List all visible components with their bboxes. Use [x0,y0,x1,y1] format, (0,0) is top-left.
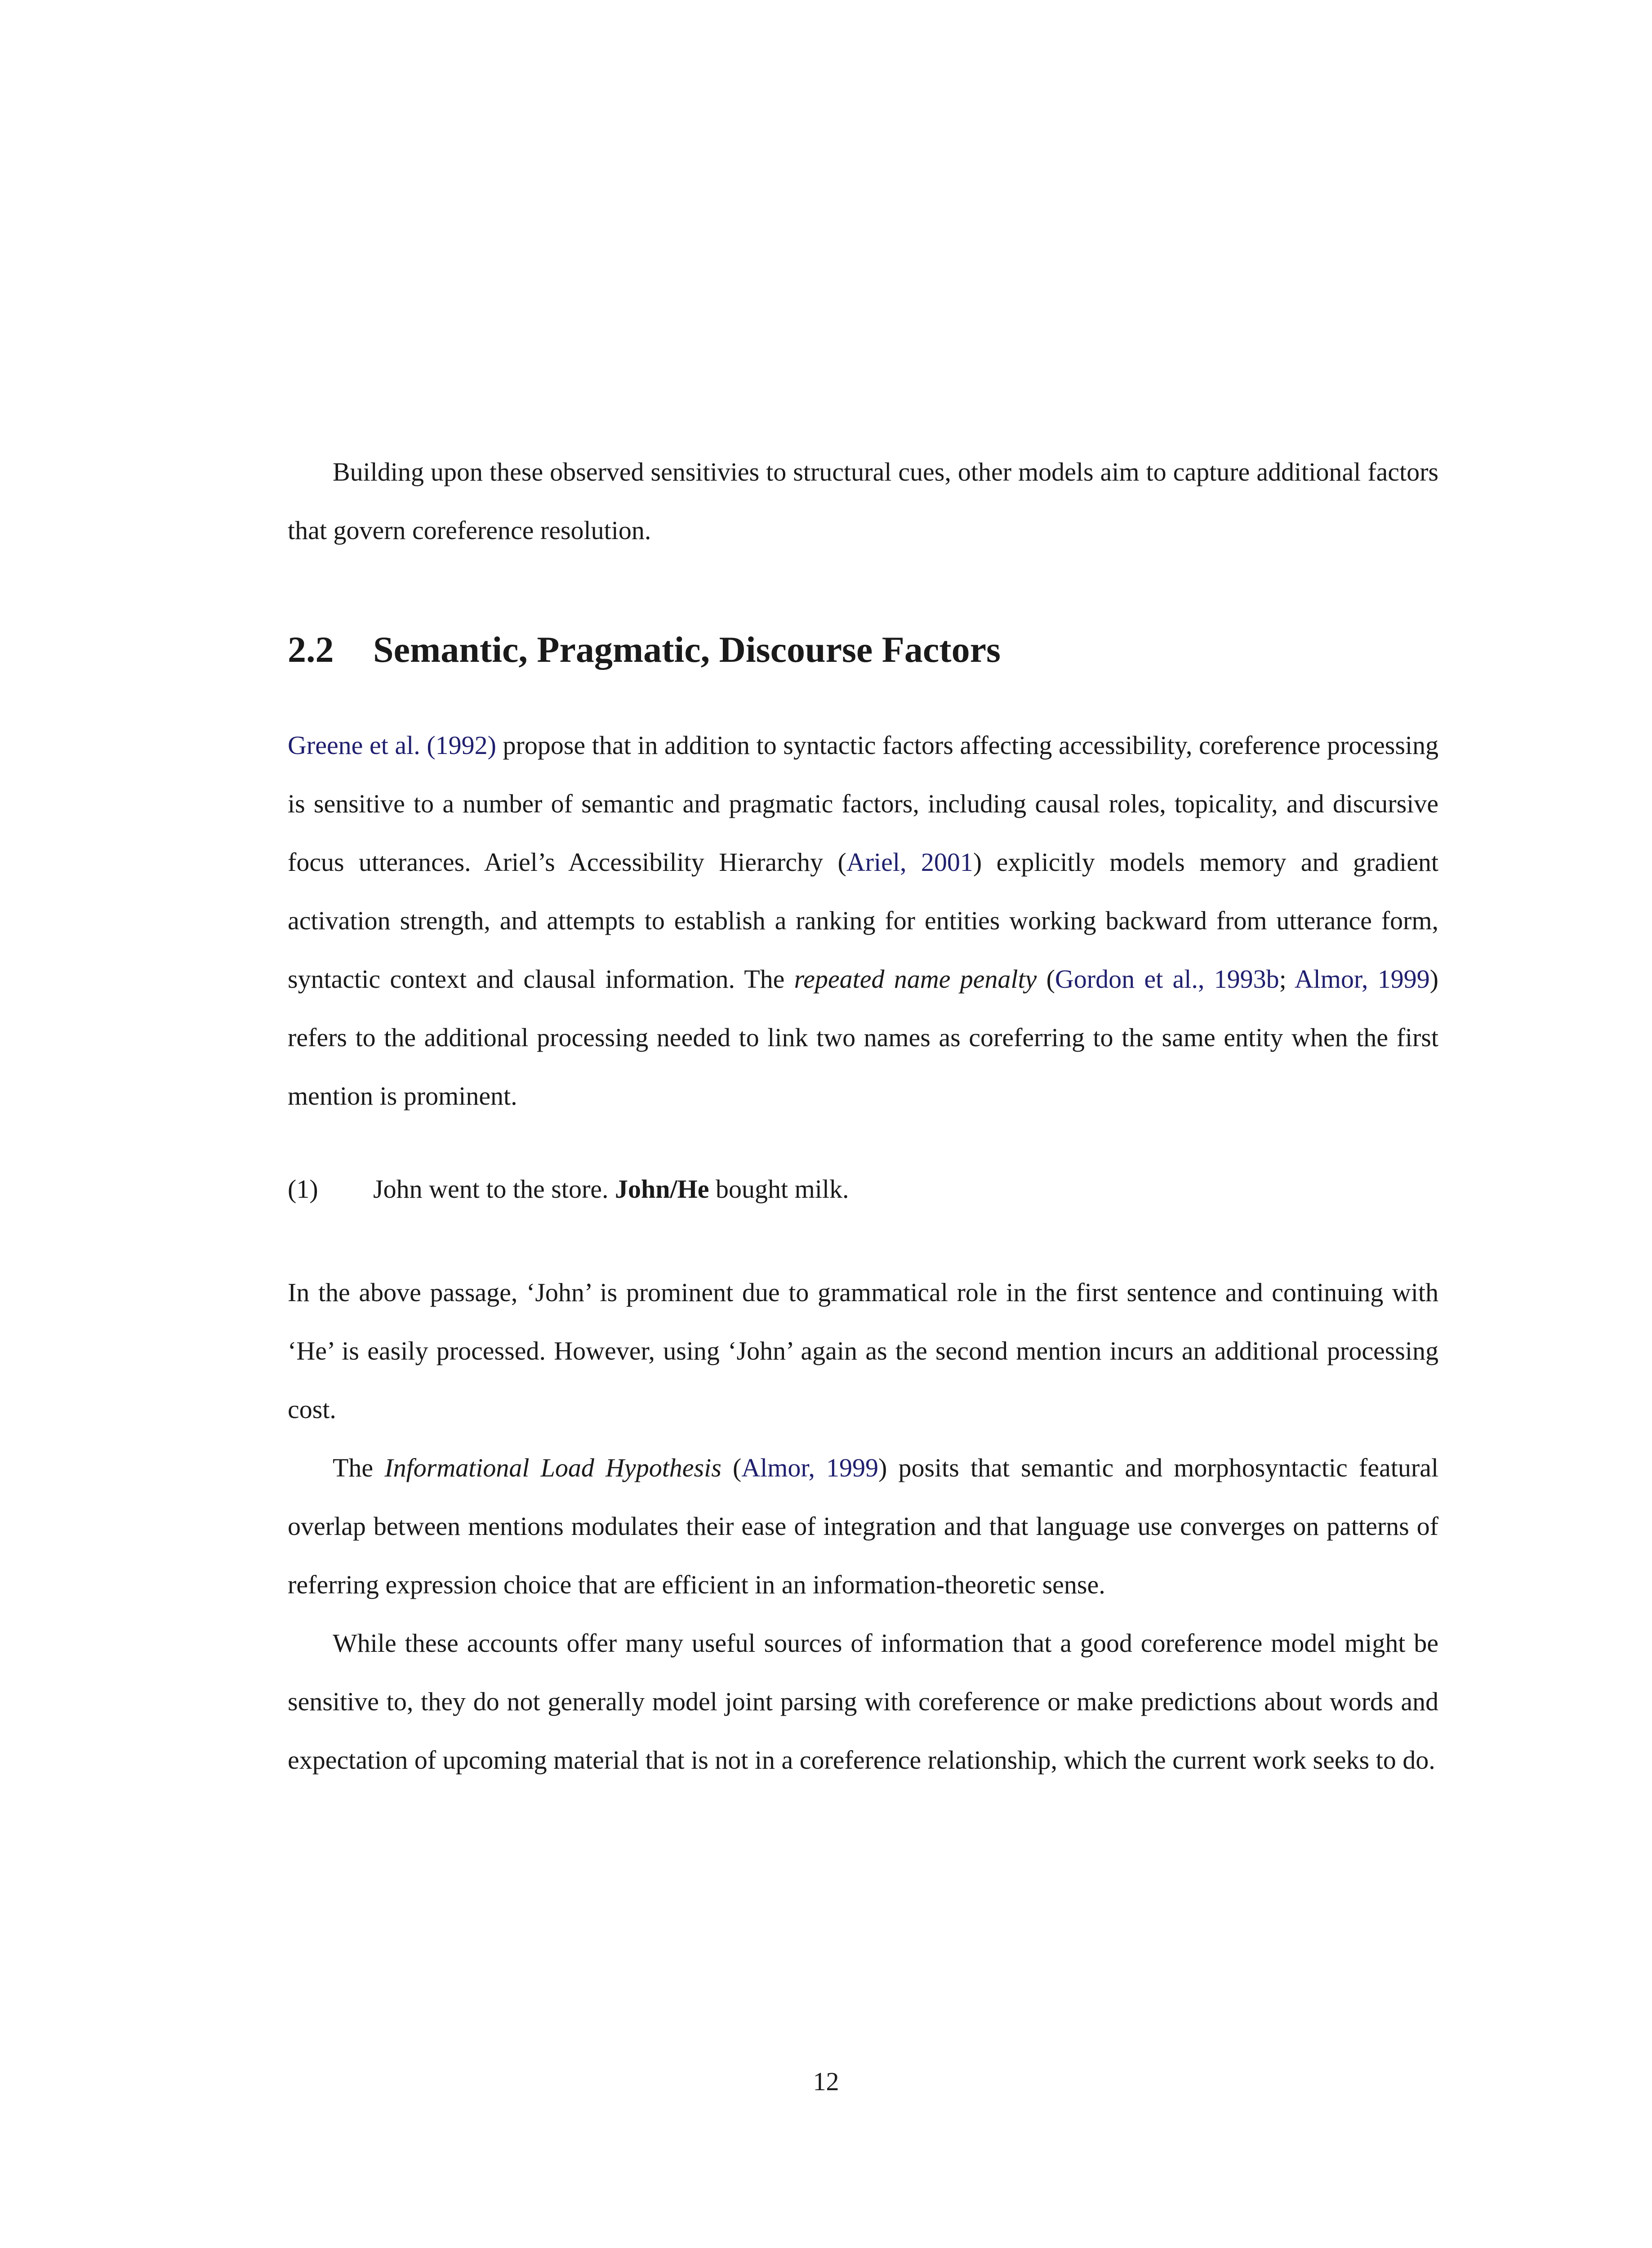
emphasized-term: Informational Load Hypothesis [384,1453,721,1482]
example-bold: John/He [615,1174,709,1204]
paragraph-text: ) posits that semantic and morphosyntactic featural overlap between mentions modulates their ease of integration and that language use converges on patterns of referring expression choice that are efficient in an information-theoretic sense. [288,1453,1439,1599]
example-number: (1) [288,1174,318,1204]
example-1 [288,1160,849,1218]
citation-link[interactable]: Almor, 1999 [741,1453,879,1482]
paragraph-accounts: While these accounts offer many useful sources of information that a good coreference model might be sensitive to, they do not generally model joint parsing with coreference or make predictions about words and expectation of upcoming material that is not in a coreference relationship, which the current work seeks to do. [288,1628,1438,1775]
citation-link[interactable]: Greene et al. (1992) [288,731,496,760]
citation-link[interactable]: Almor, 1999 [1294,964,1430,994]
intro-paragraph: Building upon these observed sensitivies to structural cues, other models aim to capture additional factors that govern coreference resolution. [288,457,1438,545]
page-number: 12 [813,2067,839,2096]
section-title: Semantic, Pragmatic, Discourse Factors [373,629,1001,670]
paragraph-text: ( [1037,964,1055,994]
example-text: John went to the store. [373,1174,615,1204]
citation-link[interactable]: Gordon et al., 1993b [1055,964,1279,994]
paragraph-ilh [288,1439,1438,1614]
para2-block [288,1263,1438,1789]
para1-block [288,716,1438,1125]
section-heading [288,623,1001,677]
paragraph-text: propose that in addition to syntactic factors affecting accessibility, coreference processing is sensitive to a number of semantic and pragmatic factors, including causal roles, topicality, and discursive focus utterances. Ariel’s Accessibility Hierarchy ( [288,731,1438,877]
example-text: bought milk. [709,1174,849,1204]
section-number: 2.2 [288,629,334,670]
emphasized-term: repeated name penalty [794,964,1037,994]
paragraph-john: In the above passage, ‘John’ is prominent due to grammatical role in the first sentence and continuing with ‘He’ is easily processed. However, using ‘John’ again as the second mention incurs an additional processing cost. [288,1278,1438,1424]
paragraph-text: ; [1279,964,1295,994]
paragraph-text: ) explicitly models memory and gradient activation strength, and attempts to establish a ranking for entities working backward from utterance form, syntactic context and clausal information. The [288,847,1438,994]
citation-link[interactable]: Ariel, 2001 [846,847,973,877]
paragraph-text: ) refers to the additional processing needed to link two names as coreferring to the same entity when the first mention is prominent. [288,964,1438,1111]
intro-block [288,443,1438,560]
paragraph-text: ( [721,1453,742,1482]
paragraph-text: The [333,1453,385,1482]
paragraph-greene [288,716,1438,1125]
